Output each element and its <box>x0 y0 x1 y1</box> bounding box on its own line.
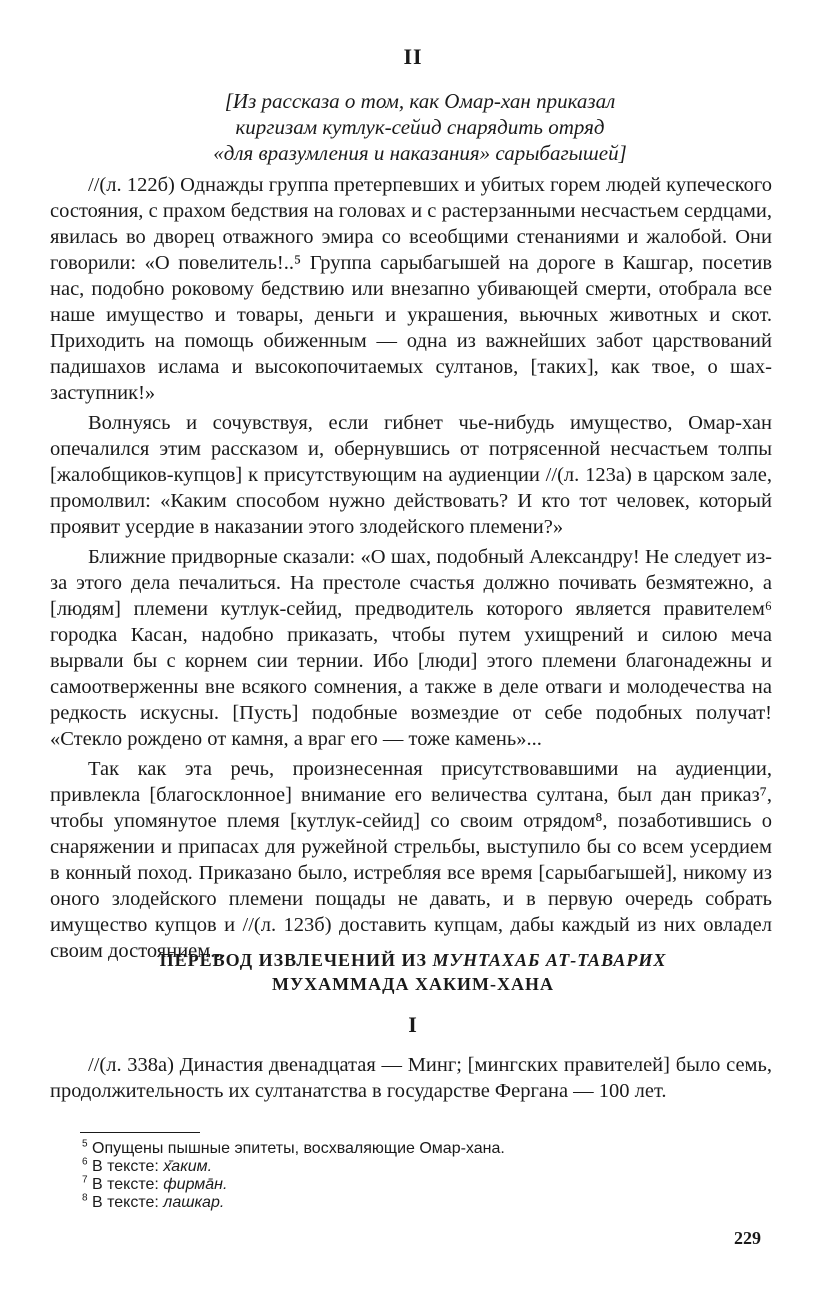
page-number: 229 <box>734 1228 761 1248</box>
paragraph: Ближние придворные сказали: «О шах, подобный Александру! Не следует из-за этого дела печалиться. На престоле счастья должно почивать безмятежно, а [людям] племени кутлук-сейид, предводитель которого является правителем⁶ городка Касан, надобно приказать, чтобы путем ухищрений и силою меча вырвали бы с корнем сии тернии. Ибо [люди] этого племени благонадежны и самоотверженны вне всякого сомнения, а также в деле отваги и молодечества на редкость искусны. [Пусть] подобные возмездие от себе подобных получат! «Стекло рождено от камня, а враг его — тоже камень»... <box>50 546 772 750</box>
paragraph: //(л. 122б) Однажды группа претерпевших и убитых горем людей купеческого состояния, с прахом бедствия на головах и с растерзанными несчастьем сердцами, явилась во дворец отважного эмира со всеобщими стенаниями и жалобой. Они говорили: «О повелитель!..⁵ Группа сарыбагышей на дороге в Кашгар, посетив нас, подобно роковому бедствию или внезапно убивающей смерти, отобрала все наше имущество и товары, деньги и украшения, вьючных животных и скот. Приходить на помощь обиженным — одна из важнейших забот царствований падишахов ислама и высокопочитаемых султанов, [таких], как твое, о шах-заступник!» <box>50 174 772 404</box>
footnote: $^8$ В тексте: лашкар. <box>82 1192 225 1211</box>
title-author: МУХАММАДА ХАКИМ-ХАНА <box>271 974 555 994</box>
footnotes <box>82 1140 682 1212</box>
translation-title <box>0 948 826 996</box>
heading-line: «для вразумления и наказания» сарыбагышей] <box>213 141 627 165</box>
title-work: МУНТАХАБ АТ-ТАВАРИХ <box>432 950 667 970</box>
section-body <box>50 172 772 968</box>
paragraph: Волнуясь и сочувствуя, если гибнет чье-нибудь имущество, Омар-хан опечалился этим рассказом и, обернувшись от потрясенной несчастьем толпы [жалобщиков-купцов] к присутствующим на аудиенции //(л. 123а) в царском зале, промолвил: «Каким способом нужно действовать? И кто тот человек, который проявит усердие в наказании этого злодейского племени?» <box>50 412 772 538</box>
section-heading <box>100 88 740 166</box>
footnote: $^6$ В тексте: х̄аким. <box>82 1156 213 1175</box>
heading-line: киргизам кутлук-сейид снарядить отряд <box>235 115 605 139</box>
section-body-2 <box>50 1052 772 1108</box>
heading-line: [Из рассказа о том, как Омар-хан приказал <box>224 89 616 113</box>
paragraph: Так как эта речь, произнесенная присутствовавшими на аудиенции, привлекла [благосклонное] внимание его величества султана, был дан приказ⁷, чтобы упомянутое племя [кутлук-сейид] со своим отрядом⁸, позаботившись о снаряжении и припасах для ружейной стрельбы, выступило бы со всем усердием в конный поход. Приказано было, истребляя все время [сарыбагышей], никому из оного злодейского племени пощады не давать, и в первую очередь собрать имущество купцов и //(л. 123б) доставить купцам, дабы каждый из них овладел своим достоянием... <box>50 758 772 962</box>
footnote: $^5$ Опущены пышные эпитеты, восхваляющие Омар-хана. <box>82 1138 505 1157</box>
footnote-divider <box>80 1132 200 1133</box>
section-number-2: II <box>403 44 423 69</box>
title-prefix: ПЕРЕВОД ИЗВЛЕЧЕНИЙ ИЗ <box>159 950 433 970</box>
paragraph: //(л. 338а) Династия двенадцатая — Минг; [мингских правителей] было семь, продолжительность их султанатства в государстве Фергана — 100 лет. <box>50 1054 772 1102</box>
section-number-1: I <box>408 1012 418 1037</box>
footnote: $^7$ В тексте: фирма̄н. <box>82 1174 228 1193</box>
